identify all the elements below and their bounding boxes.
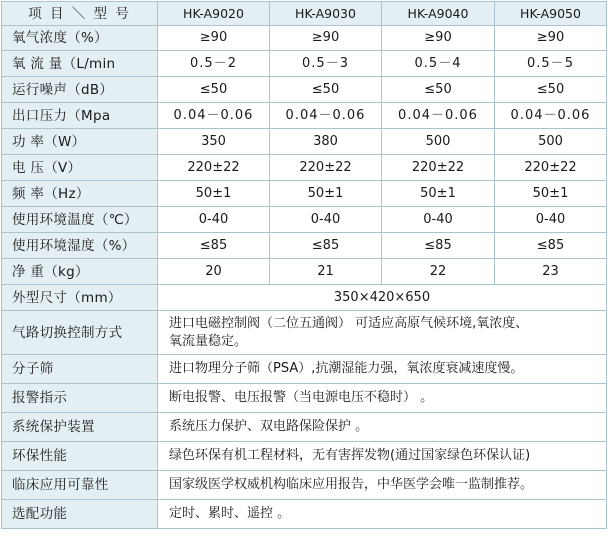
spec-row [2, 181, 607, 207]
spec-value: 0.5－5 [495, 51, 607, 77]
header-row [2, 2, 607, 26]
feature-label: 报警指示 [2, 384, 158, 413]
spec-row [2, 129, 607, 155]
spec-value: 50±1 [382, 181, 495, 207]
spec-value: 350 [158, 129, 270, 155]
spec-value: 0.04－0.06 [158, 103, 270, 129]
dimension-label: 外型尺寸（mm） [2, 285, 158, 311]
spec-value: ≤85 [270, 233, 382, 259]
spec-value: 22 [382, 259, 495, 285]
spec-row [2, 259, 607, 285]
feature-row [2, 442, 607, 471]
spec-label: 出口压力（Mpa [2, 103, 158, 129]
spec-value: ≤85 [382, 233, 495, 259]
spec-value: 0.04－0.06 [495, 103, 607, 129]
dimension-value: 350×420×650 [158, 285, 607, 311]
spec-row [2, 207, 607, 233]
feature-value-line: 进口电磁控制阀（二位五通阀） 可适应高原气候环境,氧浓度、 [169, 315, 529, 331]
feature-label: 气路切换控制方式 [2, 311, 158, 355]
spec-label: 净 重（kg） [2, 259, 158, 285]
spec-row [2, 77, 607, 103]
feature-label: 分子筛 [2, 355, 158, 384]
spec-value: ≤85 [495, 233, 607, 259]
feature-value: 断电报警、电压报警（当电源电压不稳时） 。 [158, 384, 607, 413]
spec-label: 频 率（Hz） [2, 181, 158, 207]
spec-value: 50±1 [270, 181, 382, 207]
header-corner: 项 目 ＼ 型 号 [2, 2, 158, 26]
spec-value: 220±22 [495, 155, 607, 181]
feature-label: 系统保护装置 [2, 413, 158, 442]
spec-value: 220±22 [270, 155, 382, 181]
feature-value: 国家级医学权威机构临床应用报告，中华医学会唯一监制推荐。 [158, 471, 607, 500]
spec-value: ≥90 [158, 26, 270, 51]
spec-row [2, 155, 607, 181]
spec-value: 21 [270, 259, 382, 285]
spec-value: ≥90 [382, 26, 495, 51]
feature-row [2, 384, 607, 413]
feature-label: 选配功能 [2, 500, 158, 529]
spec-value: 20 [158, 259, 270, 285]
feature-row [2, 500, 607, 529]
spec-label: 使用环境湿度（%） [2, 233, 158, 259]
spec-value: 0-40 [382, 207, 495, 233]
feature-row [2, 471, 607, 500]
spec-value: 220±22 [382, 155, 495, 181]
feature-label: 临床应用可靠性 [2, 471, 158, 500]
spec-value: 23 [495, 259, 607, 285]
feature-value: 定时、累时、遥控 。 [158, 500, 607, 529]
dimension-row [2, 285, 607, 311]
spec-label: 氧气浓度（%） [2, 26, 158, 51]
model-header: HK-A9030 [270, 2, 382, 26]
spec-value: ≤50 [270, 77, 382, 103]
spec-label: 功 率（W） [2, 129, 158, 155]
spec-row [2, 233, 607, 259]
model-header: HK-A9040 [382, 2, 495, 26]
feature-value: 进口物理分子筛（PSA）,抗潮湿能力强，氧浓度衰减速度慢。 [158, 355, 607, 384]
spec-value: 500 [495, 129, 607, 155]
spec-value: 0.5－3 [270, 51, 382, 77]
spec-value: 0-40 [158, 207, 270, 233]
spec-value: 50±1 [495, 181, 607, 207]
spec-row [2, 51, 607, 77]
spec-value: 0-40 [270, 207, 382, 233]
spec-label: 运行噪声（dB） [2, 77, 158, 103]
spec-value: 380 [270, 129, 382, 155]
spec-value: ≥90 [495, 26, 607, 51]
spec-value: 50±1 [158, 181, 270, 207]
spec-value: 220±22 [158, 155, 270, 181]
spec-value: 0-40 [495, 207, 607, 233]
model-header: HK-A9050 [495, 2, 607, 26]
feature-label: 环保性能 [2, 442, 158, 471]
feature-value: 绿色环保有机工程材料，无有害挥发物(通过国家绿色环保认证) [158, 442, 607, 471]
spec-row [2, 103, 607, 129]
feature-value: 系统压力保护、双电路保险保护 。 [158, 413, 607, 442]
feature-row [2, 311, 607, 355]
spec-label: 使用环境温度（℃） [2, 207, 158, 233]
spec-value: ≤50 [495, 77, 607, 103]
spec-value: 0.04－0.06 [382, 103, 495, 129]
feature-row [2, 413, 607, 442]
feature-row [2, 355, 607, 384]
feature-value-line: 氧流量稳定。 [169, 333, 248, 349]
spec-table [1, 1, 607, 529]
spec-row [2, 26, 607, 51]
spec-value: 500 [382, 129, 495, 155]
spec-label: 氧 流 量（L/min [2, 51, 158, 77]
feature-value [158, 311, 607, 355]
spec-value: 0.5－2 [158, 51, 270, 77]
spec-value: ≤50 [158, 77, 270, 103]
model-header: HK-A9020 [158, 2, 270, 26]
spec-value: ≥90 [270, 26, 382, 51]
spec-value: ≤50 [382, 77, 495, 103]
spec-label: 电 压（V） [2, 155, 158, 181]
spec-value: 0.5－4 [382, 51, 495, 77]
spec-value: ≤85 [158, 233, 270, 259]
spec-value: 0.04－0.06 [270, 103, 382, 129]
